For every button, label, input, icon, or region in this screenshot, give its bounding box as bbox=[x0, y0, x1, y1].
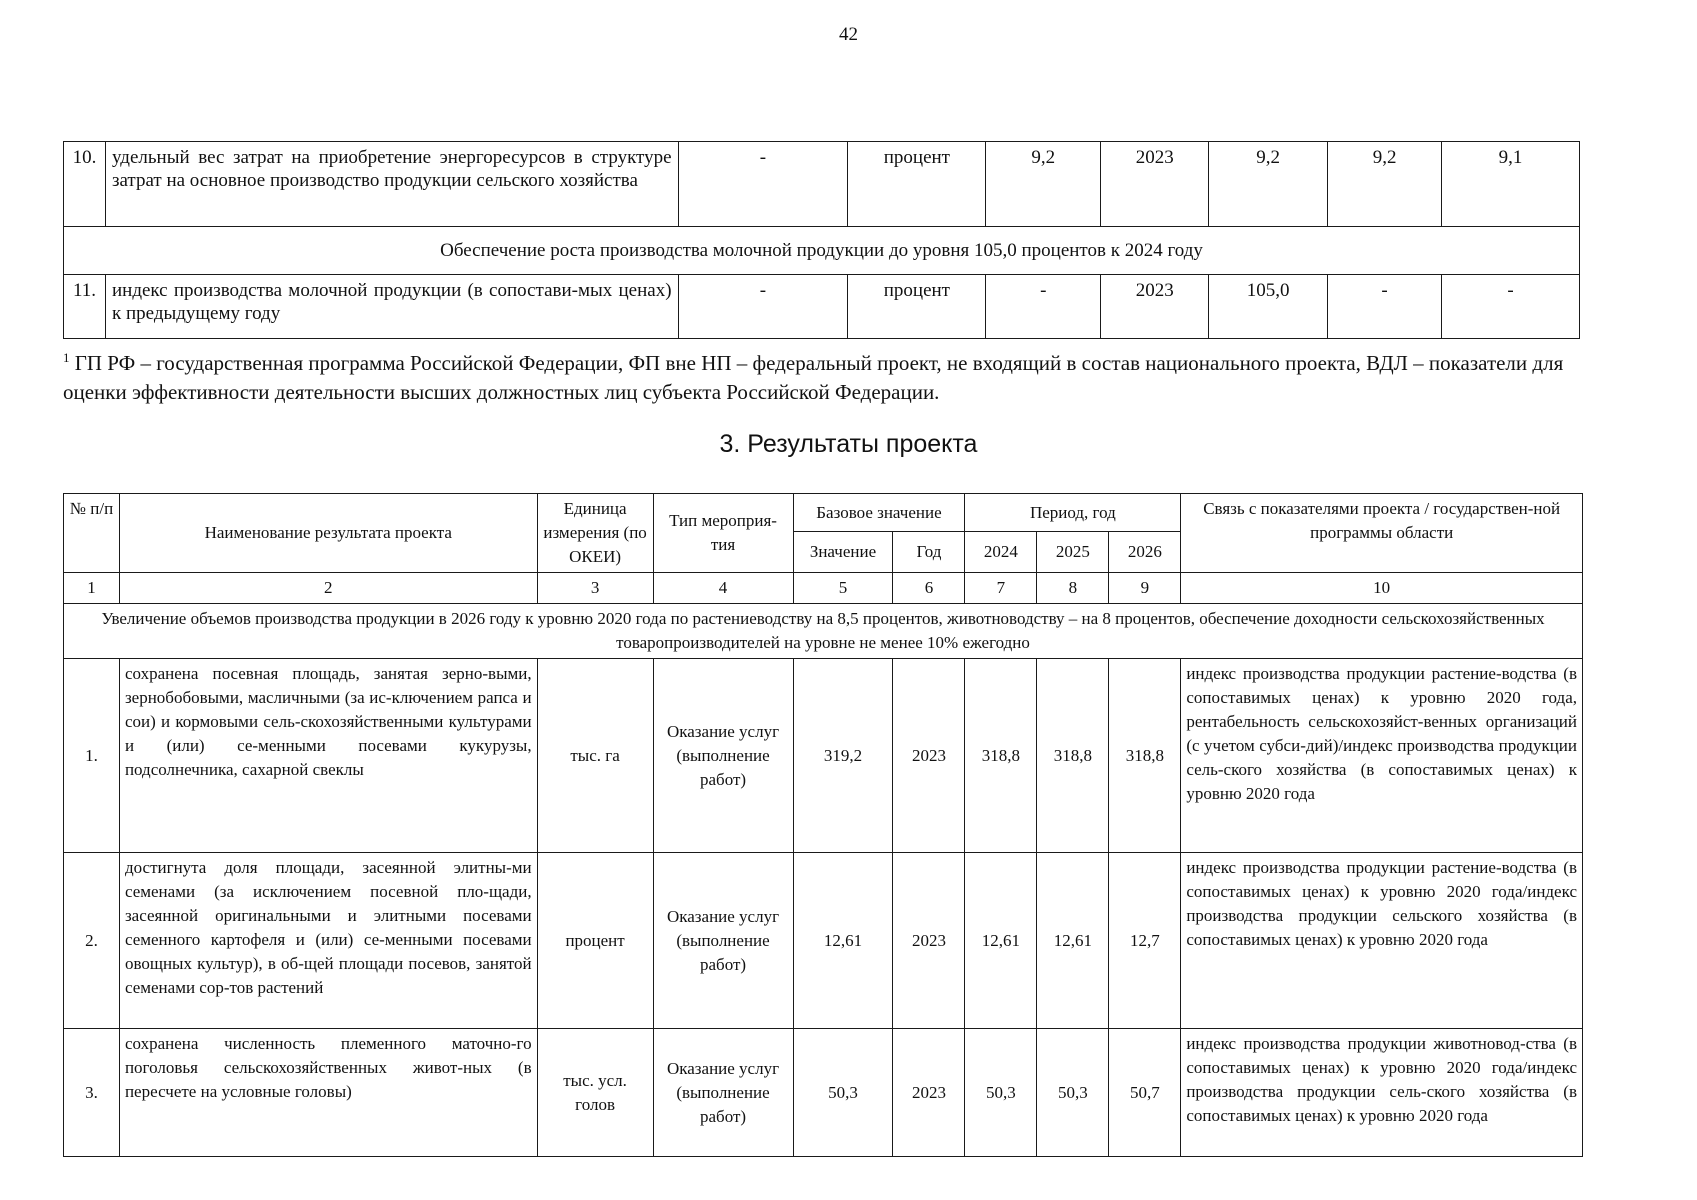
linked-indicators: индекс производства продукции растение-водства (в сопоставимых ценах) к уровню 2020 года, рентабельность сельскохозяйст-венных организаций (с учетом субси-дий)/индекс производства продукции сель-ского хозяйства (в сопоставимых ценах) к уровню 2020 года bbox=[1181, 659, 1583, 853]
value-2024: 12,61 bbox=[965, 853, 1037, 1029]
header-unit: Единица измерения (по ОКЕИ) bbox=[537, 494, 653, 573]
value-1: 9,2 bbox=[1209, 142, 1328, 227]
value-2026: 318,8 bbox=[1109, 659, 1181, 853]
value-3: 9,1 bbox=[1442, 142, 1580, 227]
table-row bbox=[64, 1029, 1583, 1157]
event-type: Оказание услуг (выполнение работ) bbox=[653, 1029, 793, 1157]
col-number: 9 bbox=[1109, 573, 1181, 604]
value-2025: 12,61 bbox=[1037, 853, 1109, 1029]
result-name: сохранена численность племенного маточно-го поголовья сельскохозяйственных живот-ных (в пересчете на условные головы) bbox=[119, 1029, 537, 1157]
section-heading: Увеличение объемов производства продукции в 2026 году к уровню 2020 года по растениеводству на 8,5 процентов, животноводству – на 8 процентов, обеспечение доходности сельскохозяйственных товаропроизводителей на уровне не менее 10% ежегодно bbox=[64, 604, 1583, 659]
value-2024: 50,3 bbox=[965, 1029, 1037, 1157]
table-row bbox=[64, 659, 1583, 853]
unit: процент bbox=[848, 275, 986, 339]
unit: процент bbox=[537, 853, 653, 1029]
event-type: Оказание услуг (выполнение работ) bbox=[653, 853, 793, 1029]
base-value: - bbox=[986, 275, 1101, 339]
result-name: сохранена посевная площадь, занятая зерно-выми, зернобобовыми, масличными (за ис-ключением рапса и сои) и кормовыми сель-скохозяйственными культурами и (или) се-менными посевами кукурузы, подсолнечника, сахарной свеклы bbox=[119, 659, 537, 853]
value-2026: 12,7 bbox=[1109, 853, 1181, 1029]
value-2025: 50,3 bbox=[1037, 1029, 1109, 1157]
section-row bbox=[64, 604, 1583, 659]
unit: тыс. усл. голов bbox=[537, 1029, 653, 1157]
header-name: Наименование результата проекта bbox=[119, 494, 537, 573]
table-row bbox=[64, 142, 1580, 227]
column-number-row bbox=[64, 573, 1583, 604]
base-year: 2023 bbox=[1101, 275, 1209, 339]
base-value: 50,3 bbox=[793, 1029, 893, 1157]
section-heading: Обеспечение роста производства молочной продукции до уровня 105,0 процентов к 2024 году bbox=[64, 227, 1580, 275]
col-number: 2 bbox=[119, 573, 537, 604]
row-number: 1. bbox=[64, 659, 120, 853]
result-name: достигнута доля площади, засеянной элитны-ми семенами (за исключением посевной пло-щади, засеянной оригинальными и элитными посевами семенного картофеля и (или) се-менными посевами овощных культур), в об-щей площади посевов, занятой семенами сор-тов растений bbox=[119, 853, 537, 1029]
value-2024: 318,8 bbox=[965, 659, 1037, 853]
value-2: - bbox=[1328, 275, 1442, 339]
row-number: 3. bbox=[64, 1029, 120, 1157]
value-1: 105,0 bbox=[1209, 275, 1328, 339]
base-value: 9,2 bbox=[986, 142, 1101, 227]
base-value: 319,2 bbox=[793, 659, 893, 853]
header-base-year: Год bbox=[893, 532, 965, 573]
header-link: Связь с показателями проекта / государствен-ной программы области bbox=[1181, 494, 1583, 573]
table-row bbox=[64, 275, 1580, 339]
indicator-name: индекс производства молочной продукции (в сопостави-мых ценах) к предыдущему году bbox=[105, 275, 678, 339]
base-year: 2023 bbox=[893, 1029, 965, 1157]
linked-indicators: индекс производства продукции растение-водства (в сопоставимых ценах) к уровню 2020 года/индекс производства продукции сельского хозяйства (в сопоставимых ценах) к уровню 2020 года bbox=[1181, 853, 1583, 1029]
base-year: 2023 bbox=[893, 659, 965, 853]
col-number: 8 bbox=[1037, 573, 1109, 604]
value-3: - bbox=[1442, 275, 1580, 339]
footnote-mark: 1 bbox=[63, 350, 70, 365]
header-type: Тип мероприя-тия bbox=[653, 494, 793, 573]
table-row bbox=[64, 853, 1583, 1029]
header-2024: 2024 bbox=[965, 532, 1037, 573]
indicator-level: - bbox=[678, 275, 848, 339]
header-2025: 2025 bbox=[1037, 532, 1109, 573]
header-num: № п/п bbox=[64, 494, 120, 573]
header-row bbox=[64, 494, 1583, 532]
footnote bbox=[63, 343, 1623, 407]
col-number: 3 bbox=[537, 573, 653, 604]
header-base-group: Базовое значение bbox=[793, 494, 965, 532]
row-number: 2. bbox=[64, 853, 120, 1029]
section-row bbox=[64, 227, 1580, 275]
section-title: 3. Результаты проекта bbox=[719, 430, 978, 458]
unit: тыс. га bbox=[537, 659, 653, 853]
linked-indicators: индекс производства продукции животновод-ства (в сопоставимых ценах) к уровню 2020 года/индекс производства продукции сель-ского хозяйства (в сопоставимых ценах) к уровню 2020 года bbox=[1181, 1029, 1583, 1157]
unit: процент bbox=[848, 142, 986, 227]
indicator-name: удельный вес затрат на приобретение энергоресурсов в структуре затрат на основное производство продукции сельского хозяйства bbox=[105, 142, 678, 227]
col-number: 1 bbox=[64, 573, 120, 604]
event-type: Оказание услуг (выполнение работ) bbox=[653, 659, 793, 853]
header-period-group: Период, год bbox=[965, 494, 1181, 532]
indicator-level: - bbox=[678, 142, 848, 227]
header-base-value: Значение bbox=[793, 532, 893, 573]
col-number: 4 bbox=[653, 573, 793, 604]
base-year: 2023 bbox=[893, 853, 965, 1029]
header-2026: 2026 bbox=[1109, 532, 1181, 573]
col-number: 10 bbox=[1181, 573, 1583, 604]
value-2: 9,2 bbox=[1328, 142, 1442, 227]
value-2026: 50,7 bbox=[1109, 1029, 1181, 1157]
row-number: 10. bbox=[64, 142, 106, 227]
project-results-table bbox=[63, 493, 1583, 1157]
page-number: 42 bbox=[839, 24, 858, 45]
col-number: 5 bbox=[793, 573, 893, 604]
base-value: 12,61 bbox=[793, 853, 893, 1029]
footnote-text: ГП РФ – государственная программа Российской Федерации, ФП вне НП – федеральный проект, не входящий в состав национального проекта, ВДЛ – показатели для оценки эффективности деятельности высших должностных лиц субъекта Российской Федерации. bbox=[63, 351, 1564, 404]
indicators-table-continuation bbox=[63, 141, 1580, 339]
value-2025: 318,8 bbox=[1037, 659, 1109, 853]
col-number: 7 bbox=[965, 573, 1037, 604]
row-number: 11. bbox=[64, 275, 106, 339]
base-year: 2023 bbox=[1101, 142, 1209, 227]
col-number: 6 bbox=[893, 573, 965, 604]
